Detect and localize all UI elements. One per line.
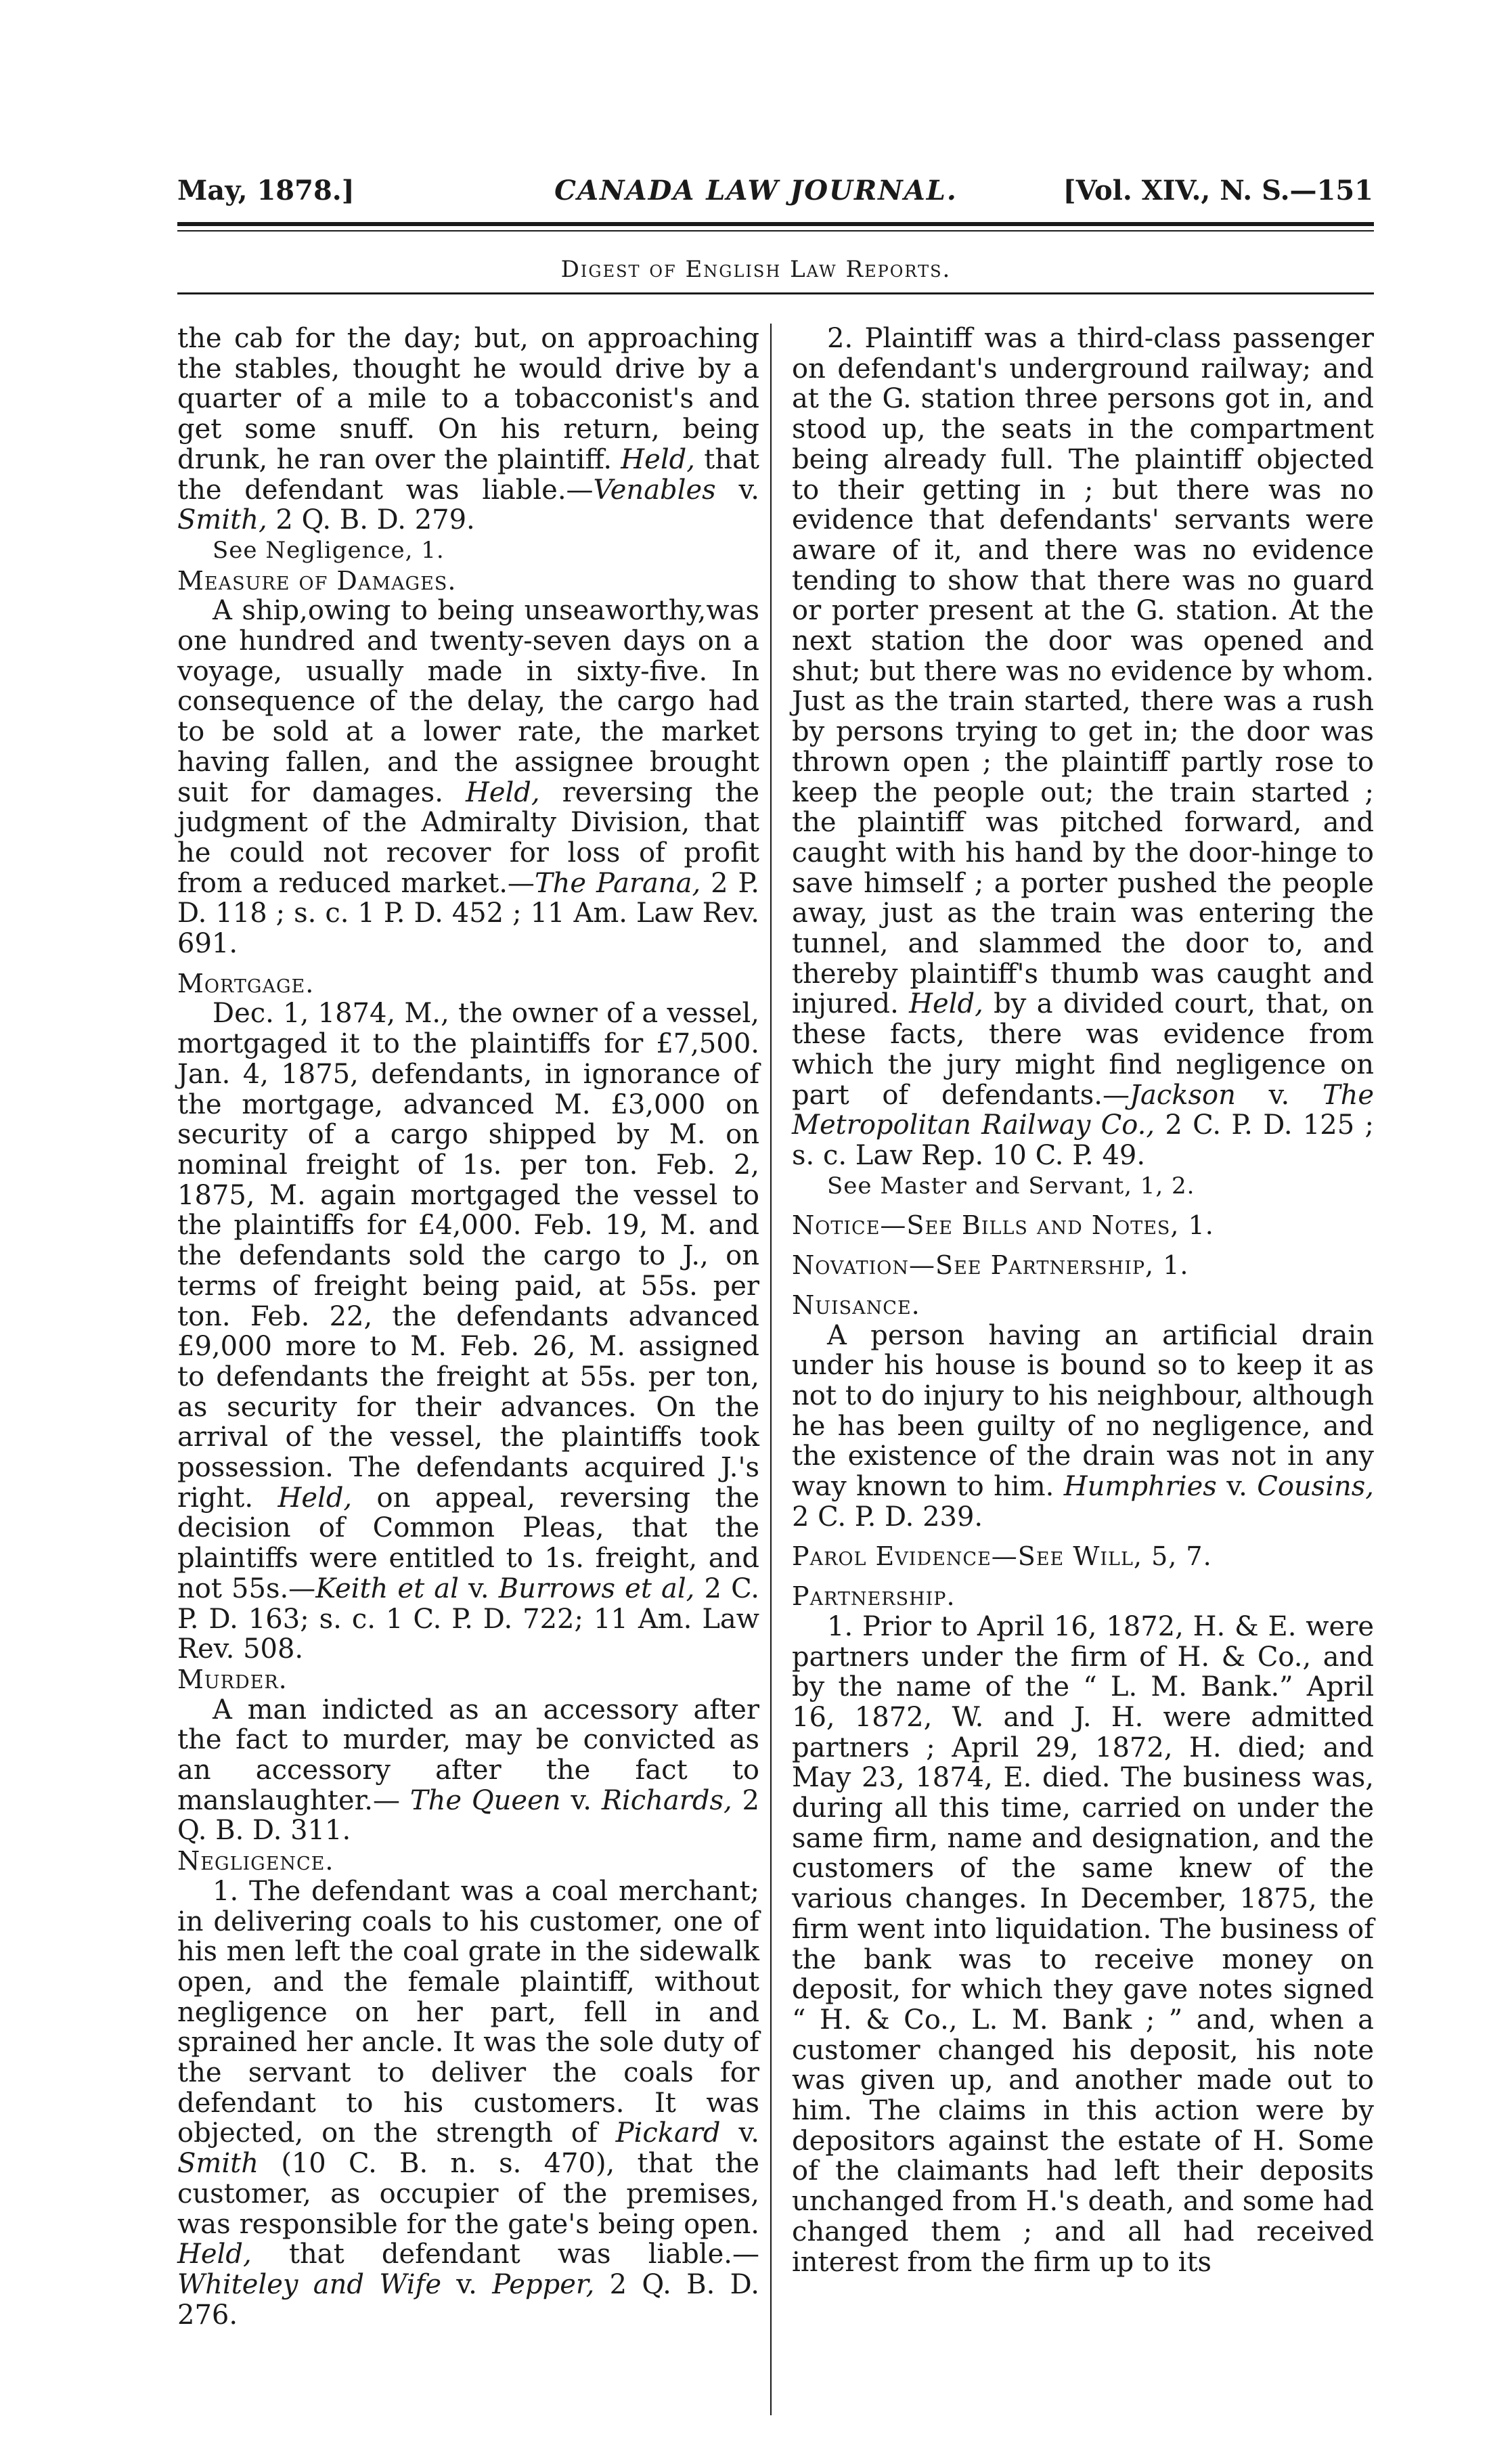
case-name: Smith, <box>177 504 267 536</box>
entry-text: 2. Plaintiff was a third-class passenger on defendant's underground railway; and at the G. station three persons got in, and stood up, the seats in the compartment being already full. The plaintiff objected to their getting in ; but there was no evidence that defendants' servants were aware of it, and there was no evidence tending to show that there was no guard or porter present at the G. station. At the next station the door was opened and shut; but there was no evidence by whom. Just as the train started, there was a rush by persons trying to get in; the door was thrown open ; the plaintiff partly rose to keep the people out; the train started ; the plaintiff was pitched forward, and caught with his hand by the door-hinge to save himself ; a porter pushed the people away, just as the train was entering the tunnel, and slammed the door to, and thereby plaintiff's thumb was caught and injured. <box>792 323 1374 1020</box>
entry-text: A man indicted as an accessory after the fact to murder, may be convicted as an accessory after the fact to manslaughter.— <box>177 1694 759 1816</box>
topic-heading-mortgage: Mortgage. <box>177 968 315 998</box>
entry-text: on appeal, reversing the decision of Common Pleas, that the plaintiffs were entitled to 1s. freight, and not 55s.— <box>177 1482 759 1604</box>
entry-nuisance <box>792 1321 1374 1533</box>
held-label: Held, <box>177 2239 252 2270</box>
entry-murder <box>177 1695 759 1847</box>
entry-text: A ship,owing to being unseaworthy,was one hundred and twenty-seven days on a voyage, usually made in sixty-five. In consequence of the delay, the cargo had to be sold at a lower rate, the market having fallen, and the assignee brought suit for damages. <box>177 595 759 808</box>
entry-text: the cab for the day; but, on approaching the stables, thought he would drive by a quarter of a mile to a tobacconist's and get some snuff. On his return, being drunk, he ran over the plaintiff. <box>177 323 759 475</box>
cross-reference-notice: Notice—See Bills and Notes, 1. <box>792 1210 1214 1241</box>
case-name: Pickard <box>615 2117 721 2149</box>
topic-heading-partnership: Partnership. <box>792 1581 956 1612</box>
entry-text: that the defendant was liable.— <box>177 443 759 506</box>
see-reference: See Master and Servant, 1, 2. <box>827 1172 1195 1200</box>
topic-heading-nuisance: Nuisance. <box>792 1290 920 1320</box>
entry-text: reversing the judgment of the Admiralty Division, that he could not recover for loss of profit from a reduced market.— <box>177 776 759 899</box>
section-subheader: Digest of English Law Reports. <box>560 256 952 283</box>
entry-continuation <box>177 324 759 535</box>
citation: 2 C. P. D. 125 ; s. c. Law Rep. 10 C. P. 49. <box>792 1109 1374 1171</box>
case-name: The Queen <box>409 1784 561 1816</box>
cross-reference-novation: Novation—See Partnership, 1. <box>792 1250 1189 1281</box>
versus: v. <box>720 2117 760 2149</box>
entry-negligence <box>177 1876 759 2331</box>
page-date: May, 1878.] <box>177 175 355 206</box>
volume-page-number: [Vol. XIV., N. S.—151 <box>1063 175 1373 206</box>
topic-heading-negligence: Negligence. <box>177 1846 334 1876</box>
versus: v. <box>560 1784 602 1816</box>
case-name: Keith et al <box>315 1573 459 1604</box>
versus: v. <box>715 474 760 506</box>
versus: v. <box>441 2269 493 2300</box>
versus: v. <box>1216 1471 1258 1503</box>
held-label: Held, <box>465 776 540 808</box>
case-name: Pepper, <box>492 2269 595 2300</box>
citation: 2 Q. B. D. 279. <box>267 504 475 536</box>
case-name: Humphries <box>1063 1471 1217 1503</box>
case-name: Smith <box>177 2148 259 2180</box>
left-column <box>177 324 759 2330</box>
citation: 2 Q. B. D. 276. <box>177 2269 759 2331</box>
case-name: The Parana, <box>534 867 701 899</box>
versus: v. <box>458 1573 499 1604</box>
case-name: Richards, <box>601 1784 732 1816</box>
header-rule-thin <box>177 230 1374 232</box>
citation: 2 C. P. D. 239. <box>792 1501 983 1533</box>
held-label: Held, <box>621 443 695 475</box>
subheader-rule <box>177 292 1374 294</box>
held-label: Held, <box>909 988 983 1020</box>
case-name: Cousins, <box>1257 1471 1374 1503</box>
header-rule-thick <box>177 222 1374 226</box>
entry-text: Dec. 1, 1874, M., the owner of a vessel, mortgaged it to the plaintiffs for £7,500. Jan. 4, 1875, defendants, in ignorance of the mortgage, advanced M. £3,000 on security of a cargo shipped by M. on nominal freight of 1s. per ton. Feb. 2, 1875, M. again mortgaged the vessel to the plaintiffs for £4,000. Feb. 19, M. and the defendants sold the cargo to J., on terms of freight being paid, at 55s. per ton. Feb. 22, the defendants advanced £9,000 more to M. Feb. 26, M. assigned to defendants the freight at 55s. per ton, as security for their advances. On the arrival of the vessel, the plaintiffs took possession. The defendants acquired J.'s right. <box>177 998 759 1514</box>
entry-text: that defendant was liable.— <box>251 2239 759 2270</box>
entry-text: A person having an artificial drain under his house is bound so to keep it as not to do injury to his neighbour, although he has been guilty of no negligence, and the existence of the drain was not in any way known to him. <box>792 1319 1374 1503</box>
entry-text: 1. The defendant was a coal merchant; in delivering coals to his customer, one of his men left the coal grate in the sidewalk open, and the female plaintiff, without negligence on her part, fell in and sprained her ancle. It was the sole duty of the servant to deliver the coals for defendant to his customers. It was objected, on the strength of <box>177 1875 759 2149</box>
case-name: Burrows et al, <box>498 1573 695 1604</box>
entry-text: by a divided court, that, on these facts, there was evidence from which the jury might find negligence on part of defendants.— <box>792 988 1375 1111</box>
entry-partnership: 1. Prior to April 16, 1872, H. & E. were partners under the firm of H. & Co., and by the name of the “ L. M. Bank.” April 16, 1872, W. and J. H. were admitted partners ; April 29, 1872, H. died; and May 23, 1874, E. died. The business was, during all this time, carried on under the same firm, name and designation, and the customers of the same knew of the various changes. In December, 1875, the firm went into liquidation. The business of the bank was to receive money on deposit, for which they gave notes signed “ H. & Co., L. M. Bank ; ” and, when a customer changed his deposit, his note was given up, and another made out to him. The claims in this action were by depositors against the estate of H. Some of the claimants had left their deposits unchanged from H.'s death, and some had changed them ; and all had received interest from the firm up to its <box>792 1610 1374 2278</box>
right-column <box>792 324 1374 2277</box>
entry-measure-of-damages <box>177 596 759 959</box>
case-name: Venables <box>593 474 716 506</box>
column-divider <box>770 324 772 2415</box>
citation: 2 P. D. 118 ; s. c. 1 P. D. 452 ; 11 Am. Law Rev. 691. <box>177 867 759 960</box>
topic-heading-measure-of-damages: Measure of Damages. <box>177 565 457 596</box>
held-label: Held, <box>277 1482 353 1514</box>
journal-title: CANADA LAW JOURNAL. <box>554 175 958 206</box>
case-name: Jackson <box>1130 1079 1236 1111</box>
case-name: Whiteley and Wife <box>177 2269 441 2300</box>
citation: 2 C. P. D. 163; s. c. 1 C. P. D. 722; 11 Am. Law Rev. 508. <box>177 1573 759 1665</box>
citation: 2 Q. B. D. 311. <box>177 1784 760 1847</box>
see-reference: See Negligence, 1. <box>213 536 445 564</box>
topic-heading-murder: Murder. <box>177 1664 288 1694</box>
case-name: The Metropolitan Railway Co., <box>792 1079 1375 1141</box>
versus: v. <box>1235 1079 1322 1111</box>
citation: (10 C. B. n. s. 470), that the customer, as occupier of the premises, was responsible for the gate's being open. <box>177 2148 759 2240</box>
entry-negligence-2 <box>792 324 1374 1171</box>
entry-mortgage <box>177 998 759 1664</box>
cross-reference-parol-evidence: Parol Evidence—See Will, 5, 7. <box>792 1541 1212 1572</box>
